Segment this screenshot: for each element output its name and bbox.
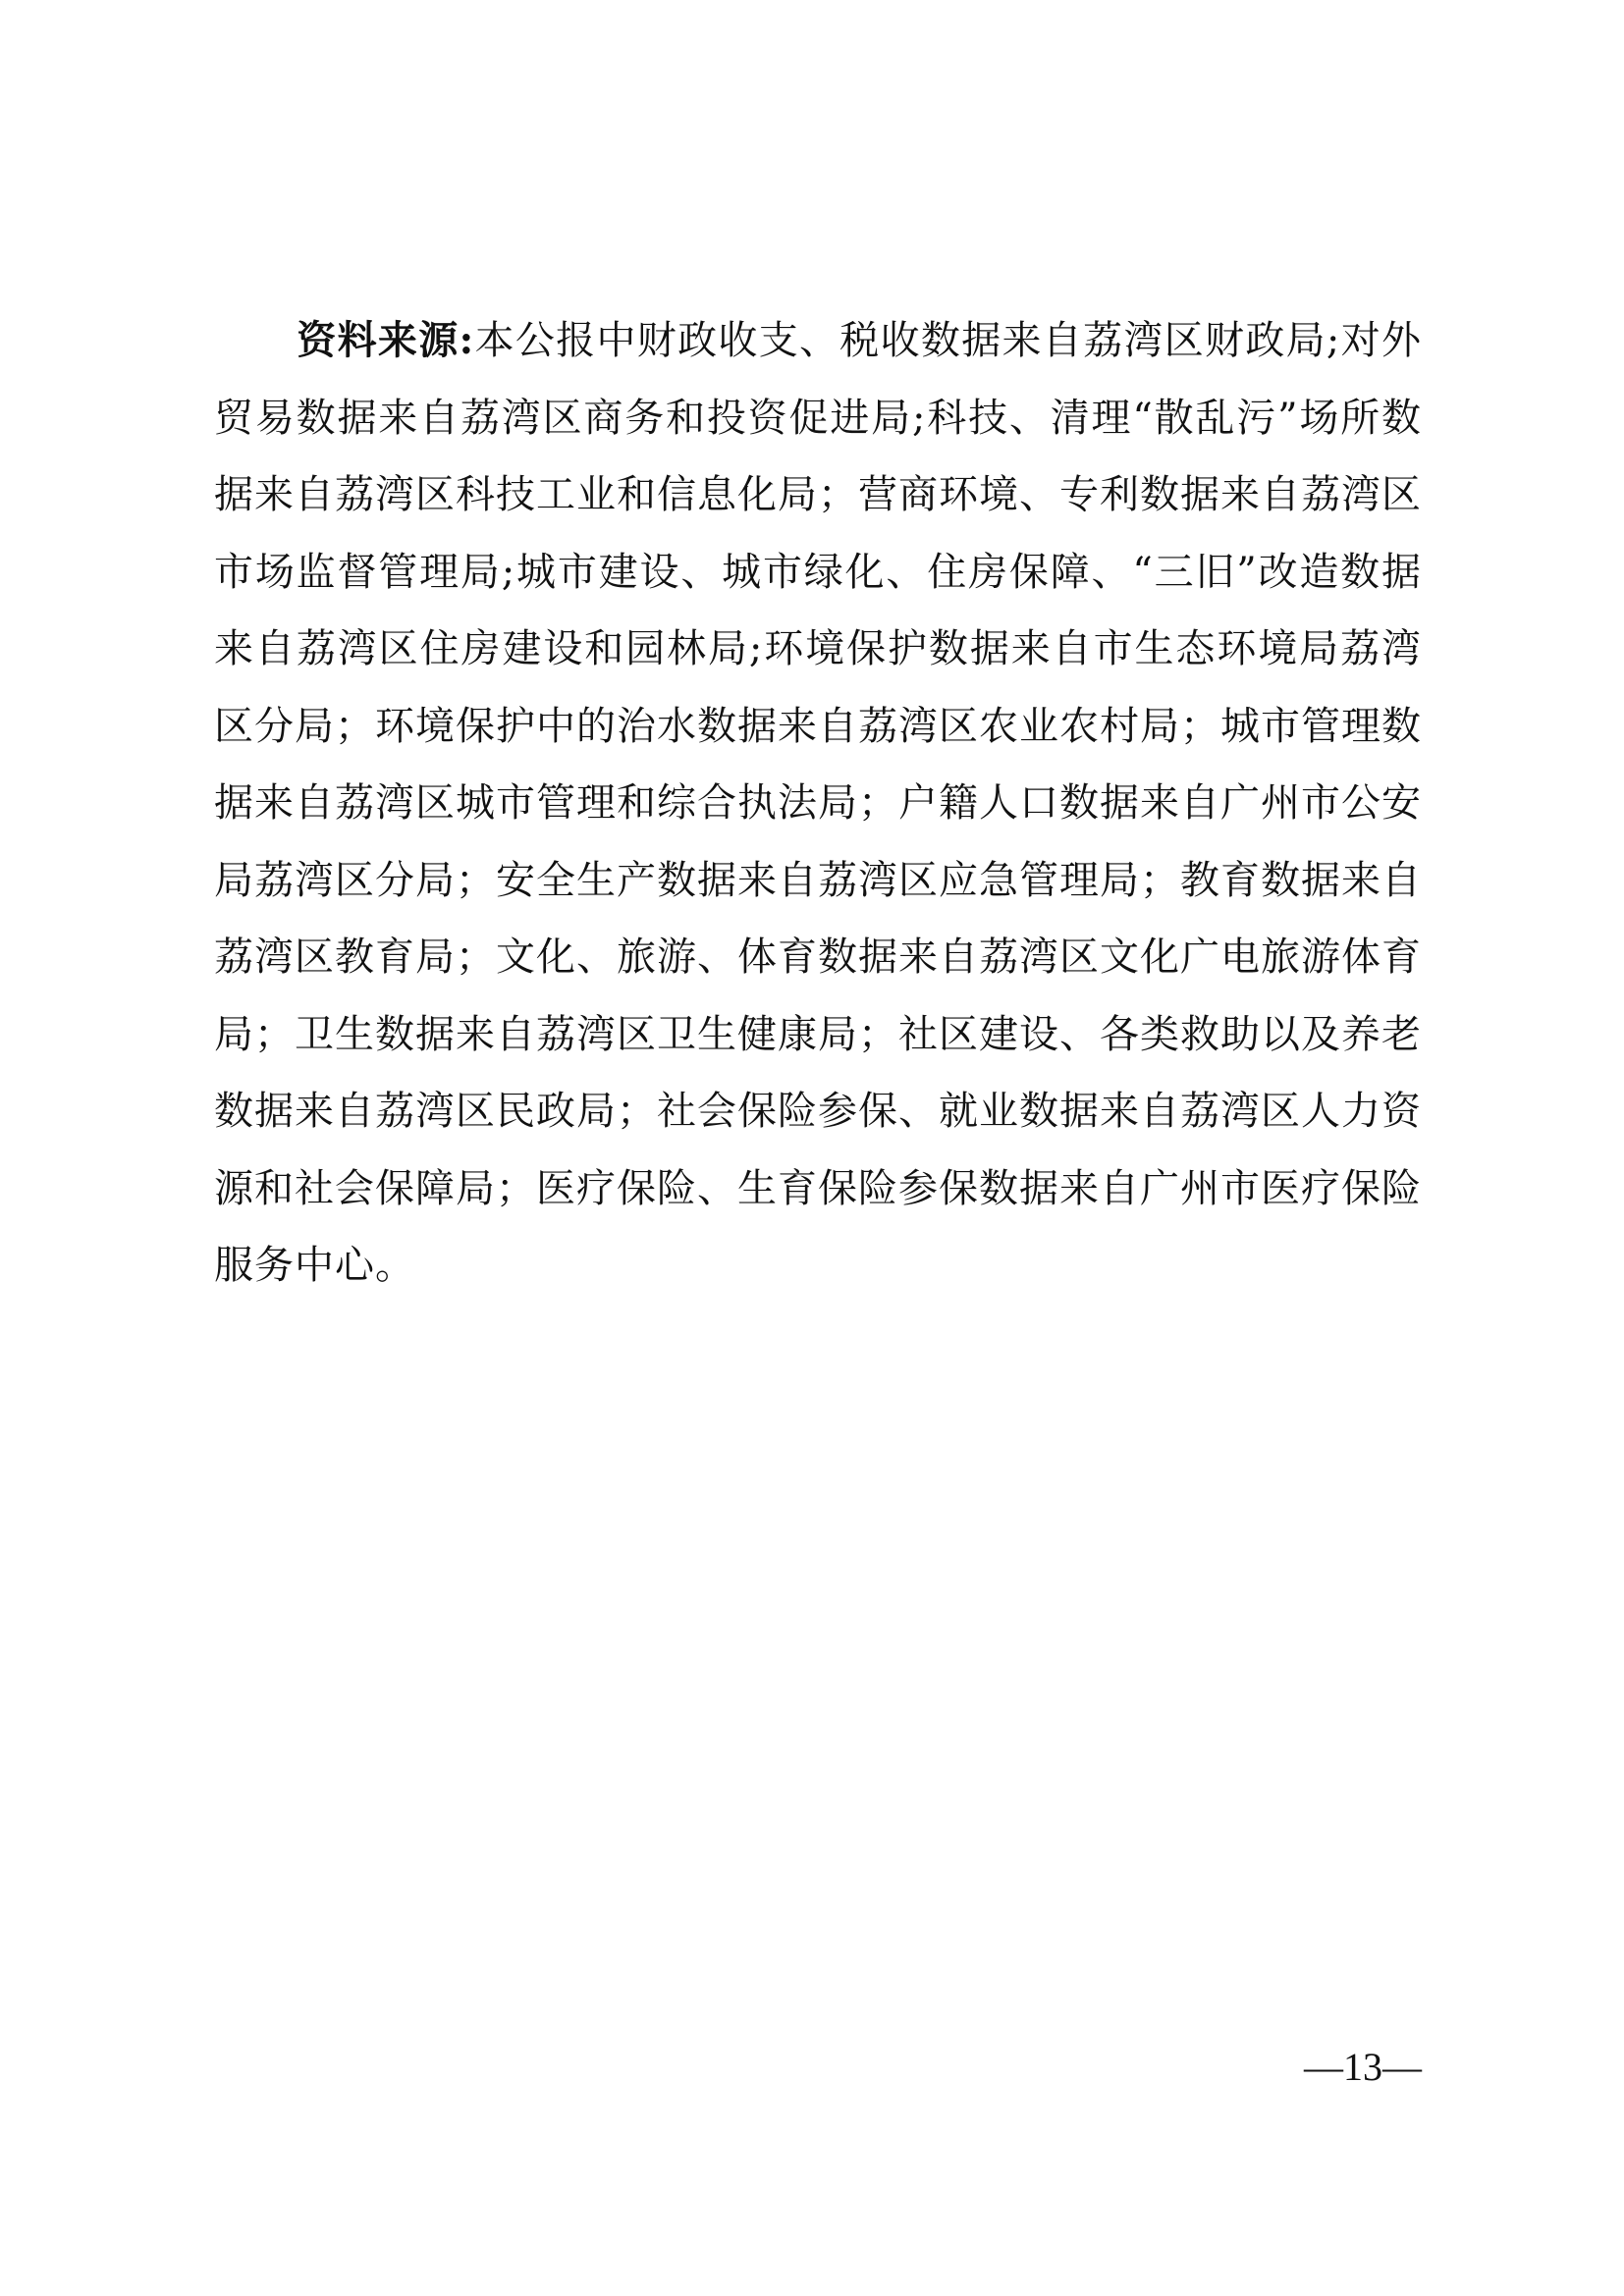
sources-text: 本公报中财政收支、税收数据来自荔湾区财政局;对外贸易数据来自荔湾区商务和投资促进局;科技、清理“散乱污”场所数据来自荔湾区科技工业和信息化局；营商环境、专利数据来自荔湾区市场监督管理局;城市建设、城市绿化、住房保障、“三旧”改造数据来自荔湾区住房建设和园林局;环境保护数据来自市生态环境局荔湾区分局；环境保护中的治水数据来自荔湾区农业农村局；城市管理数据来自荔湾区城市管理和综合执法局；户籍人口数据来自广州市公安局荔湾区分局；安全生产数据来自荔湾区应急管理局；教育数据来自荔湾区教育局；文化、旅游、体育数据来自荔湾区文化广电旅游体育局；卫生数据来自荔湾区卫生健康局；社区建设、各类救助以及养老数据来自荔湾区民政局；社会保险参保、就业数据来自荔湾区人力资源和社会保障局；医疗保险、生育保险参保数据来自广州市医疗保险服务中心。 [214,318,1422,1288]
page-number: —13— [1304,2045,1422,2089]
sources-lead: 资料来源: [297,317,475,363]
sources-paragraph [214,302,1422,1305]
